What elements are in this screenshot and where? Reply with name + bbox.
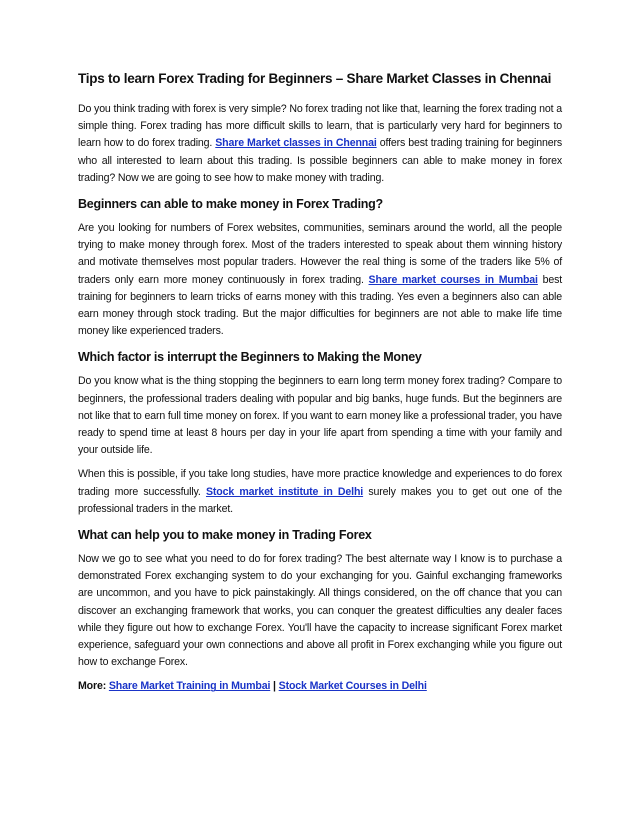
interrupt-paragraph: Do you know what is the thing stopping the beginners to earn long term money forex trading? Compare to beginners, the professional traders dealing with popular and big banks, huge funds. But the beginners are not like that to earn full time money on forex. If you want to earn money like a professional trader, you have ready to spend time at least 8 hours per day in your life apart from spending a time with your family and your outside life.	[78, 375, 562, 457]
section-heading-beginners: Beginners can able to make money in Forex Trading?	[78, 197, 383, 212]
stock-market-institute-delhi-link[interactable]: Stock market institute in Delhi	[205, 485, 364, 498]
share-market-courses-mumbai-link[interactable]: Share market courses in Mumbai	[368, 273, 538, 286]
document-page	[78, 70, 562, 695]
help-paragraph: Now we go to see what you need to do for forex trading? The best alternate way I know is to purchase a demonstrated Forex exchanging system to do your exchanging for you. Gainful exchanging frameworks are uncommon, and you have to pick painstakingly. All things considered, on the off chance that you can discover an exchanging framework that works, you can conquer the greatest difficulties any dealer faces while they figure out how to exchange Forex. You'll have the capacity to increase significant Forex market experience, safeguard your own connections and above all profit in Forex exchanging while you figure out how to exchange Forex.	[78, 553, 562, 669]
studies-paragraph: When this is possible, if you take long studies, have more practice knowledge and experiences to do forex trading more successfully. Stock market institute in Delhi surely makes you to get out one of the professional traders in the market.	[78, 468, 563, 515]
link-separator: |	[273, 680, 276, 693]
document-title: Tips to learn Forex Trading for Beginners – Share Market Classes in Chennai	[78, 71, 552, 86]
more-label: More:	[78, 680, 107, 693]
section-heading-help: What can help you to make money in Trading Forex	[78, 528, 372, 543]
section-heading-interrupt-factor: Which factor is interrupt the Beginners to Making the Money	[78, 350, 422, 365]
share-market-training-mumbai-link[interactable]: Share Market Training in Mumbai	[108, 680, 271, 693]
intro-paragraph: Do you think trading with forex is very simple? No forex trading not like that, learning the forex trading not a simple thing. Forex trading has more difficult skills to learn, that is particularly very hard for beginners to learn how to do forex trading. Share Market classes in Chennai offers best trading training for beginners who all interested to learn about this trading. Is possible beginners can able to make money in forex trading? Now we are going to see how to make money with trading.	[78, 103, 562, 184]
more-links-line	[78, 678, 562, 695]
beginners-paragraph: Are you looking for numbers of Forex websites, communities, seminars around the world, all the people trying to make money through forex. Most of the traders interested to speak about them winning history and motivate themselves most popular traders. However the real thing is some of the traders like 5% of traders only earn more money continuously in forex trading. Share market courses in Mumbai best training for beginners to learn tricks of earns money with this trading. Yes even a beginners also can able earn money through stock trading. But the major difficulties for beginners are not able to make life time money like experienced traders.	[78, 222, 563, 338]
share-market-classes-chennai-link[interactable]: Share Market classes in Chennai	[215, 137, 377, 150]
stock-market-courses-delhi-link[interactable]: Stock Market Courses in Delhi	[278, 680, 427, 693]
